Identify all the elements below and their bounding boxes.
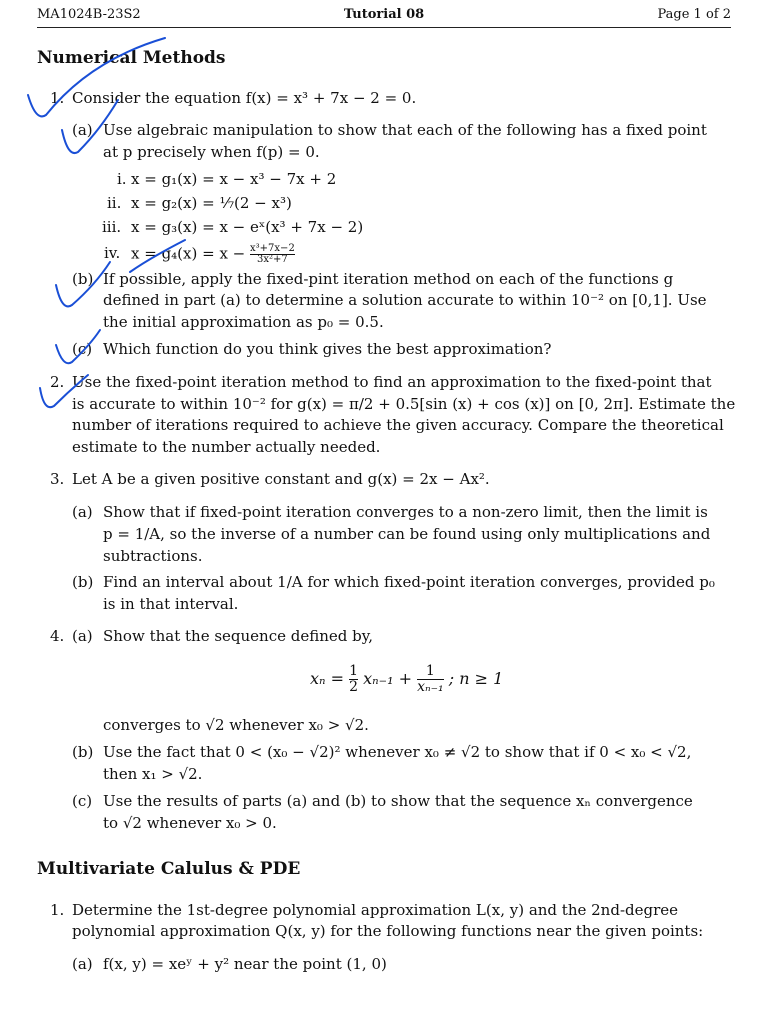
q4a-line1: Show that the sequence defined by, (103, 627, 373, 645)
q3b-line2: is in that interval. (103, 595, 239, 613)
checkmark-icon (28, 38, 165, 116)
q1-text: Consider the equation f(x) = x³ + 7x − 2 = 0. (72, 89, 417, 107)
q1b-line1: If possible, apply the fixed-pint iteration method on each of the functions g (103, 270, 674, 288)
q3a-line1: Show that if fixed-point iteration converges to a non-zero limit, then the limit is (103, 503, 708, 521)
equation-lhs: xₙ = (310, 669, 344, 688)
page-number: Page 1 of 2 (657, 7, 731, 22)
equation-middle: xₙ₋₁ + (363, 669, 412, 688)
checkmark-icon (56, 262, 110, 306)
q1-item-iii: x = g₃(x) = x − eˣ(x³ + 7x − 2) (131, 218, 364, 236)
q3a-line2: p = 1/A, so the inverse of a number can be found using only multiplications and (103, 525, 711, 543)
checkmark-icon (62, 100, 118, 153)
q1c-label: (c) (72, 340, 93, 358)
q3a-line3: subtractions. (103, 547, 203, 565)
q1-item-ii-label: ii. (107, 194, 122, 212)
checkmark-icon (56, 330, 100, 363)
q4a-label: (a) (72, 627, 93, 645)
q4c-label: (c) (72, 792, 93, 810)
checkmark-icon (40, 375, 88, 407)
q1a-line2: at p precisely when f(p) = 0. (103, 143, 320, 161)
q4a-line2: converges to √2 whenever x₀ > √2. (103, 716, 369, 734)
course-code: MA1024B-23S2 (37, 7, 141, 22)
q4b-label: (b) (72, 743, 94, 761)
checkmark-icon (130, 240, 185, 272)
q1-item-i-label: i. (117, 170, 127, 188)
fraction-numerator: x³+7x−2 (250, 243, 295, 254)
q4c-line1: Use the results of parts (a) and (b) to show that the sequence xₙ convergence (103, 792, 693, 810)
q1b-label: (b) (72, 270, 94, 288)
section-title-multivariate: Multivariate Calulus & PDE (37, 859, 301, 879)
q2-line1: Use the fixed-point iteration method to find an approximation to the fixed-point that (72, 373, 712, 391)
fraction-numerator: 1 (425, 663, 435, 679)
q1-item-i: x = g₁(x) = x − x³ − 7x + 2 (131, 170, 337, 188)
q4-number: 4. (50, 627, 65, 645)
q2-line2: is accurate to within 10⁻² for g(x) = π/2 + 0.5[sin (x) + cos (x)] on [0, 2π]. Estimate the (72, 395, 736, 413)
q3b-line1: Find an interval about 1/A for which fixed-point iteration converges, provided p₀ (103, 573, 715, 591)
q1a-label: (a) (72, 121, 93, 139)
q1a-line1: Use algebraic manipulation to show that each of the following has a fixed point (103, 121, 707, 139)
fraction-denominator: 3x²+7 (250, 254, 295, 265)
q2-line4: estimate to the number actually needed. (72, 438, 381, 456)
q1b-line3: the initial approximation as p₀ = 0.5. (103, 313, 384, 331)
s2-q1a-text: f(x, y) = xeʸ + y² near the point (1, 0) (103, 955, 387, 973)
fraction-denominator: xₙ₋₁ (417, 679, 444, 695)
q2-number: 2. (50, 373, 65, 391)
q1-item-iv-label: iv. (104, 244, 121, 262)
q3-number: 3. (50, 470, 65, 488)
q1-item-ii: x = g₂(x) = ⅐(2 − x³) (131, 194, 292, 212)
page-title: Tutorial 08 (343, 7, 425, 22)
q3b-label: (b) (72, 573, 94, 591)
s2-q1a-label: (a) (72, 955, 93, 973)
s2-q1-number: 1. (50, 901, 65, 919)
q4b-line2: then x₁ > √2. (103, 765, 203, 783)
q4c-line2: to √2 whenever x₀ > 0. (103, 814, 277, 832)
s2-q1-line1: Determine the 1st-degree polynomial approximation L(x, y) and the 2nd-degree (72, 901, 679, 919)
equation-condition: ; n ≥ 1 (448, 669, 504, 688)
q2-line3: number of iterations required to achieve the given accuracy. Compare the theoretical (72, 416, 724, 434)
q1b-line2: defined in part (a) to determine a solution accurate to within 10⁻² on [0,1]. Use (103, 291, 707, 309)
q1c-text: Which function do you think gives the best approximation? (103, 340, 552, 358)
s2-q1-line2: polynomial approximation Q(x, y) for the following functions near the given points: (72, 922, 704, 940)
fraction-numerator: 1 (349, 663, 359, 679)
q1-number: 1. (50, 89, 65, 107)
q4b-line1: Use the fact that 0 < (x₀ − √2)² whenever x₀ ≠ √2 to show that if 0 < x₀ < √2, (103, 743, 692, 761)
fraction-denominator: 2 (349, 679, 359, 695)
q3-text: Let A be a given positive constant and g(x) = 2x − Ax². (72, 470, 490, 488)
section-title-numerical-methods: Numerical Methods (37, 48, 226, 68)
q3a-label: (a) (72, 503, 93, 521)
q1-item-iii-label: iii. (102, 218, 122, 236)
q1-item-iv-pre: x = g₄(x) = x − (131, 244, 246, 263)
